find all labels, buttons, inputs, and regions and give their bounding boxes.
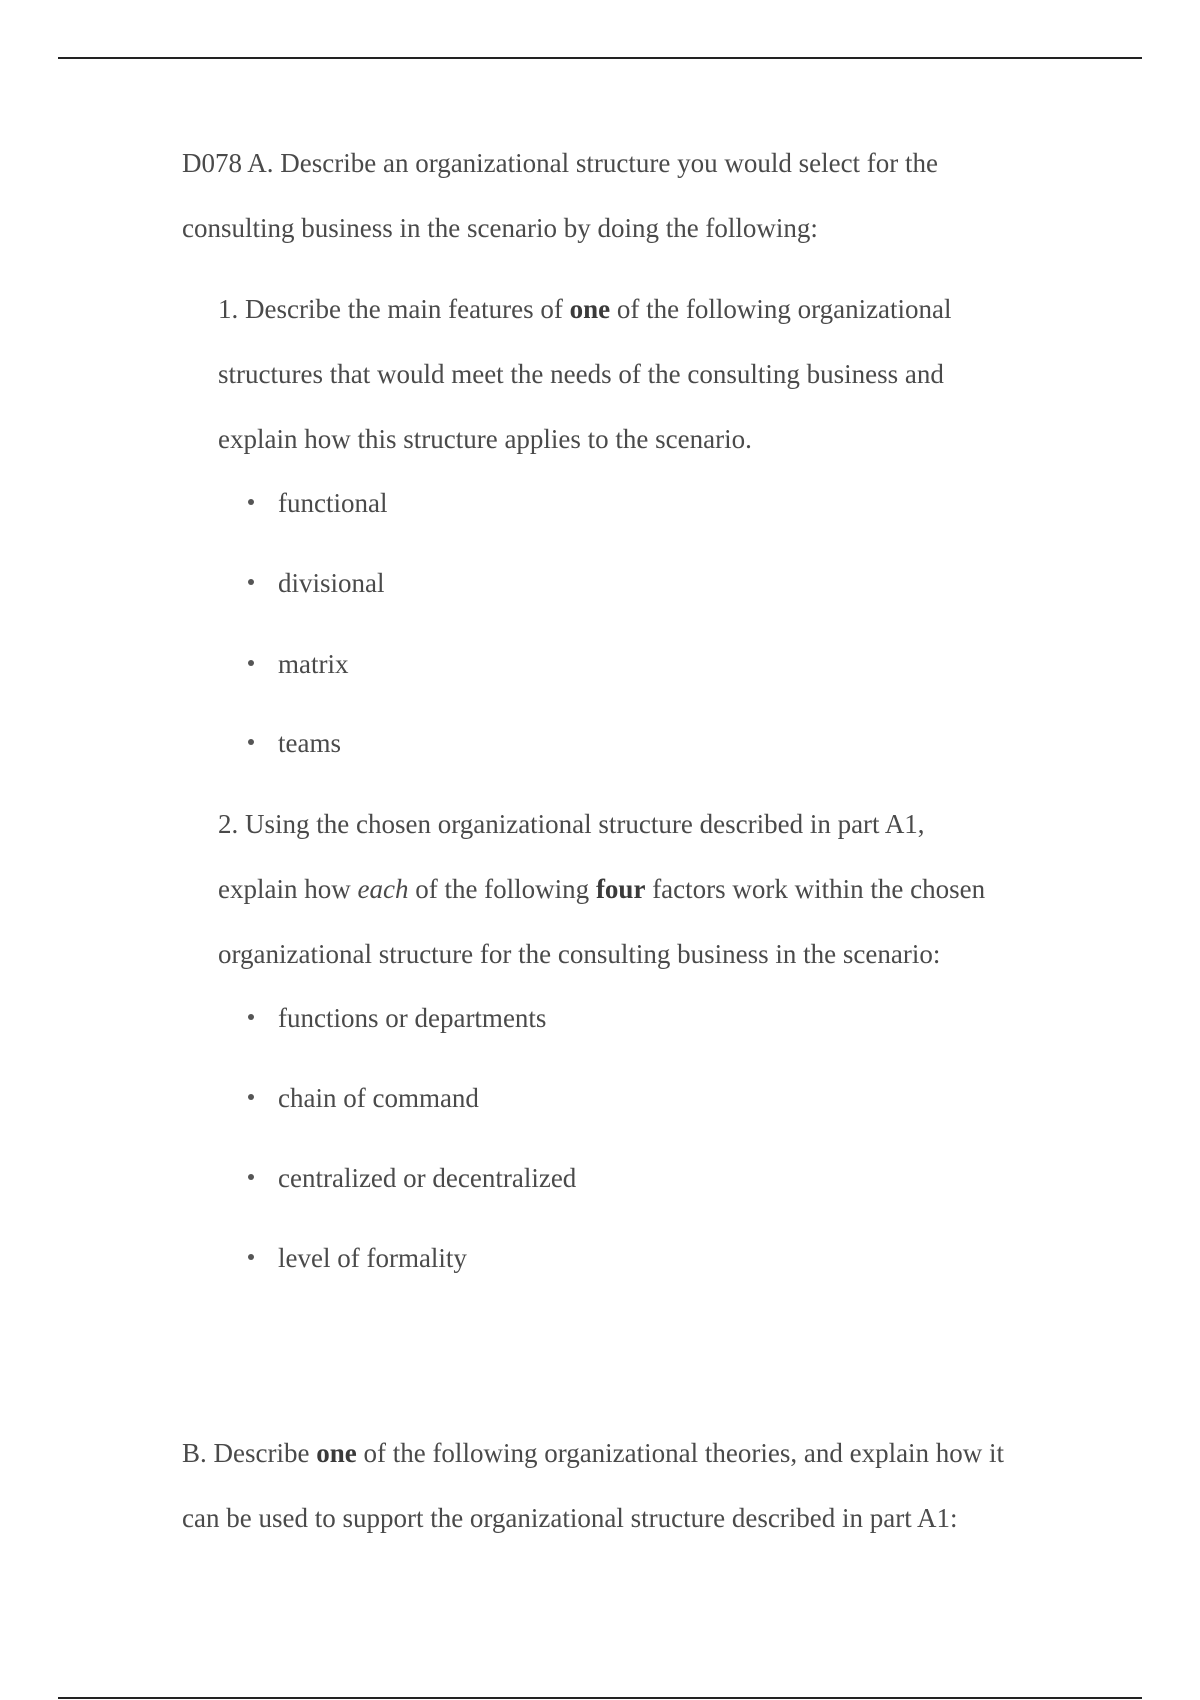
- list-item: [248, 998, 576, 1078]
- item-2-line-1: 2. Using the chosen organizational structure described in part A1,: [218, 809, 925, 839]
- list-item: [248, 483, 387, 563]
- section-b-line-2: can be used to support the organizational structure described in part A1:: [182, 1503, 958, 1533]
- factor-label: chain of command: [278, 1083, 479, 1113]
- item-1-line-2: structures that would meet the needs of the consulting business and: [218, 359, 944, 389]
- list-item: [248, 1238, 576, 1318]
- option-label: functional: [278, 488, 388, 518]
- list-item: [248, 1158, 576, 1238]
- bullet-icon: [248, 1014, 254, 1020]
- factors-list: [248, 998, 576, 1318]
- item-1-line-1-end: of the following organizational: [610, 294, 952, 324]
- section-b-emphasis-one: one: [316, 1438, 357, 1468]
- option-label: divisional: [278, 568, 385, 598]
- item-2-line-2-start: explain how: [218, 874, 358, 904]
- top-rule: [58, 57, 1142, 59]
- factor-label: centralized or decentralized: [278, 1163, 577, 1193]
- item-1-line-1-start: 1. Describe the main features of: [218, 294, 570, 324]
- factor-label: functions or departments: [278, 1003, 547, 1033]
- factor-label: level of formality: [278, 1243, 467, 1273]
- option-label: teams: [278, 728, 341, 758]
- bullet-icon: [248, 579, 254, 585]
- list-item: [248, 1078, 576, 1158]
- list-item: [248, 644, 387, 723]
- item-1-emphasis-one: one: [569, 294, 611, 324]
- bullet-icon: [248, 1174, 254, 1180]
- item-2-line-2: [218, 857, 985, 922]
- bullet-icon: [248, 739, 254, 745]
- structure-options-list: [248, 483, 387, 803]
- section-b-line-1-start: B. Describe: [182, 1438, 317, 1468]
- bullet-icon: [248, 660, 254, 666]
- bottom-rule: [58, 1697, 1142, 1699]
- item-2-line-3: organizational structure for the consulting business in the scenario:: [218, 939, 941, 969]
- option-label: matrix: [278, 649, 349, 679]
- section-b-prompt: [182, 1421, 1004, 1551]
- item-1-line-3: explain how this structure applies to the scenario.: [218, 424, 752, 454]
- bullet-icon: [248, 1254, 254, 1260]
- item-1-line-1: [218, 277, 952, 342]
- item-2-line-2-end: factors work within the chosen: [645, 874, 986, 904]
- section-b-line-1: [182, 1421, 1004, 1486]
- item-2-emphasis-each: each: [357, 874, 409, 904]
- item-2-line-2-middle: of the following: [408, 874, 596, 904]
- item-2-prompt: [218, 792, 985, 987]
- item-1-prompt: [218, 277, 952, 472]
- section-a-line-1: D078 A. Describe an organizational structure you would select for the: [182, 148, 939, 178]
- item-2-emphasis-four: four: [595, 874, 646, 904]
- list-item: [248, 563, 387, 644]
- section-a-prompt: [182, 131, 938, 261]
- list-item: [248, 723, 387, 803]
- bullet-icon: [248, 1094, 254, 1100]
- section-a-line-2: consulting business in the scenario by doing the following:: [182, 213, 818, 243]
- bullet-icon: [248, 499, 254, 505]
- section-b-line-1-end: of the following organizational theories, and explain how it: [356, 1438, 1005, 1468]
